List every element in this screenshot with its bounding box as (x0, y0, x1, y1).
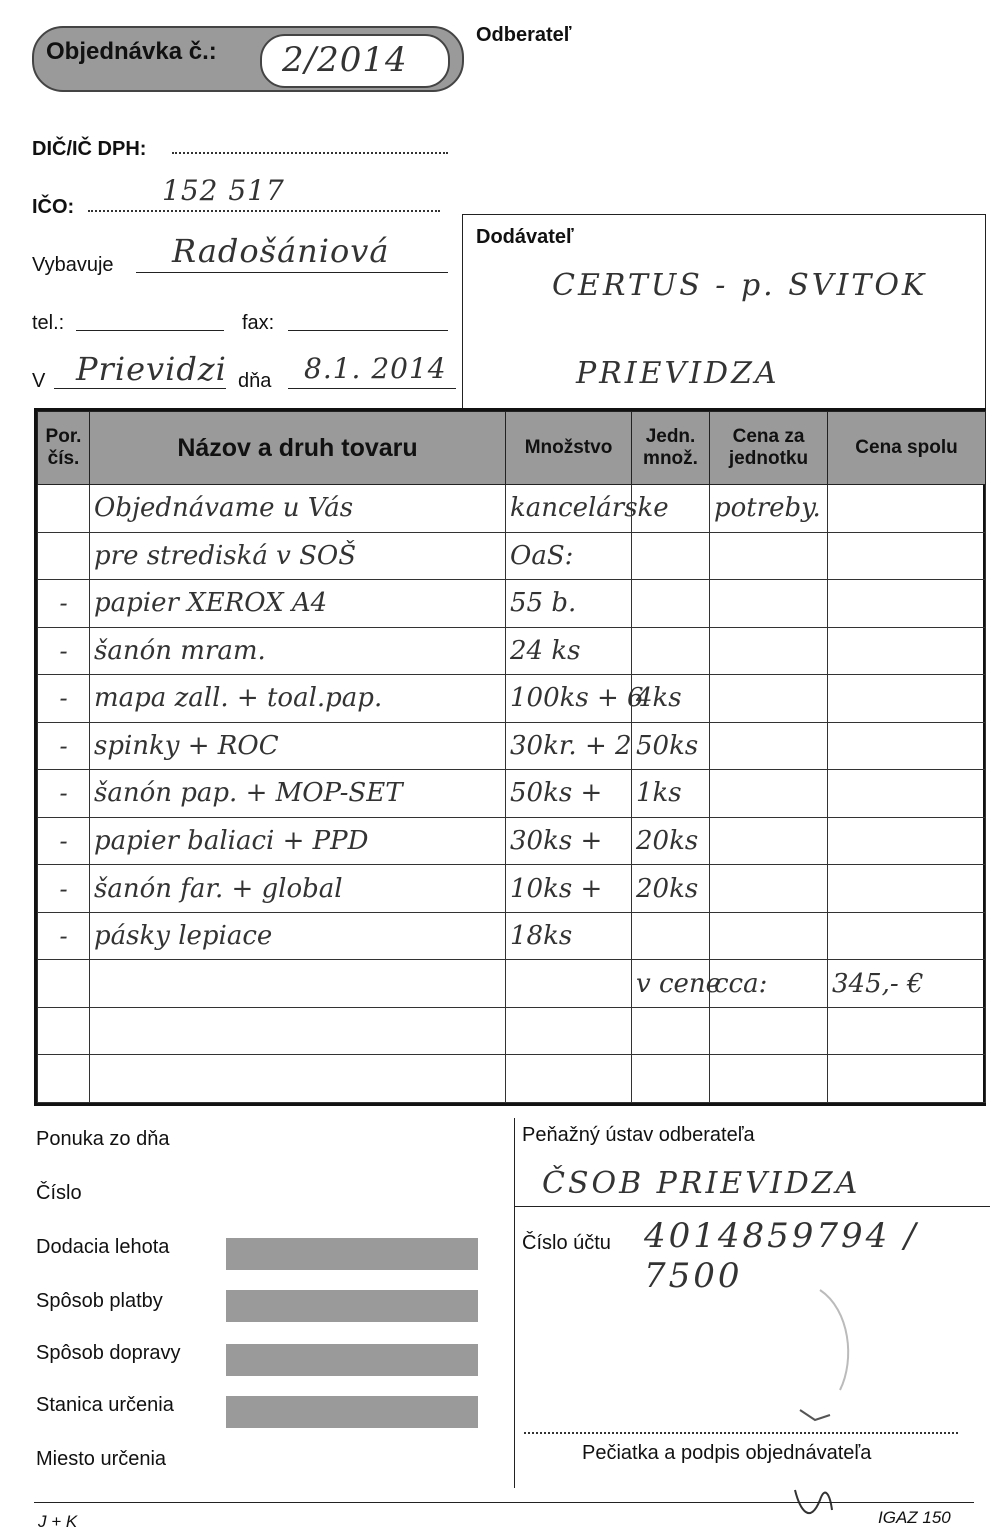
cell-unit-price: potreby. (710, 485, 828, 533)
cell-name (90, 1007, 506, 1055)
signature-mark (760, 1280, 880, 1530)
cell-unit-price (710, 627, 828, 675)
cell-qty: 24 ks (506, 627, 632, 675)
cell-no (38, 485, 90, 533)
cell-name: šanón pap. + MOP-SET (90, 770, 506, 818)
cell-total (828, 485, 986, 533)
cell-qty: 100ks + 6 (506, 675, 632, 723)
cell-unit-price (710, 817, 828, 865)
cell-total (828, 1055, 986, 1103)
ico-label: IČO: (32, 196, 75, 218)
table-row (38, 817, 986, 865)
cell-unit (632, 1007, 710, 1055)
cell-no: - (38, 770, 90, 818)
order-number: 2/2014 (282, 40, 408, 80)
buyer-label: Odberateľ (476, 24, 572, 46)
fax-line (288, 330, 448, 331)
cell-name: pre strediská v SOŠ (90, 532, 506, 580)
transport-method-bar (226, 1344, 478, 1376)
cell-total (828, 912, 986, 960)
footer-rule (34, 1502, 974, 1503)
cell-unit: 4ks (632, 675, 710, 723)
destination-station-bar (226, 1396, 478, 1428)
place-line (54, 388, 226, 389)
cell-no: - (38, 580, 90, 628)
table-row (38, 627, 986, 675)
destination-place-label: Miesto určenia (36, 1448, 167, 1470)
table-header-row (38, 412, 986, 485)
delivery-time-bar (226, 1238, 478, 1270)
cell-unit: v cene (632, 960, 710, 1008)
cell-total (828, 722, 986, 770)
cell-qty: 30kr. + 2 (506, 722, 632, 770)
account-value: 4014859794 / 7500 (644, 1216, 919, 1296)
footer-left: J + K (38, 1512, 78, 1531)
cell-qty: 30ks + (506, 817, 632, 865)
col-header-total: Cena spolu (828, 412, 986, 485)
cell-qty (506, 960, 632, 1008)
offer-date-label: Ponuka zo dňa (36, 1128, 170, 1150)
cell-qty: 10ks + (506, 865, 632, 913)
cell-total (828, 532, 986, 580)
cell-unit (632, 532, 710, 580)
cell-qty: 18ks (506, 912, 632, 960)
cell-qty: 50ks + (506, 770, 632, 818)
cell-unit: 1ks (632, 770, 710, 818)
col-header-name: Názov a druh tovaru (90, 412, 506, 485)
cell-name: papier baliaci + PPD (90, 817, 506, 865)
cell-unit (632, 912, 710, 960)
cell-total (828, 580, 986, 628)
cell-name: Objednávame u Vás (90, 485, 506, 533)
stamp-label: Pečiatka a podpis objednávateľa (582, 1442, 872, 1464)
cell-no: - (38, 675, 90, 723)
payment-method-label: Spôsob platby (36, 1290, 163, 1312)
cell-unit: 20ks (632, 817, 710, 865)
cell-total (828, 770, 986, 818)
cell-total (828, 817, 986, 865)
cell-no (38, 960, 90, 1008)
cell-unit-price (710, 865, 828, 913)
table-row (38, 1007, 986, 1055)
table-row (38, 912, 986, 960)
place-value: Prievidzi (76, 350, 227, 388)
place-label: V (32, 370, 46, 392)
cell-name: šanón mram. (90, 627, 506, 675)
col-header-unit: Jedn. množ. (632, 412, 710, 485)
cell-total (828, 627, 986, 675)
cell-name (90, 960, 506, 1008)
transport-method-label: Spôsob dopravy (36, 1342, 181, 1364)
bank-line (514, 1206, 990, 1207)
order-label: Objednávka č.: (46, 38, 217, 65)
handler-value: Radošániová (172, 232, 390, 270)
cell-name: pásky lepiace (90, 912, 506, 960)
number-label: Číslo (36, 1182, 82, 1204)
bank-label: Peňažný ústav odberateľa (522, 1124, 755, 1146)
cell-unit (632, 627, 710, 675)
supplier-line1: CERTUS - p. SVITOK (552, 268, 928, 303)
table-row (38, 1055, 986, 1103)
delivery-time-label: Dodacia lehota (36, 1236, 170, 1258)
table-row (38, 865, 986, 913)
cell-unit: 50ks (632, 722, 710, 770)
cell-name: šanón far. + global (90, 865, 506, 913)
cell-no: - (38, 817, 90, 865)
table-row (38, 722, 986, 770)
cell-unit-price (710, 912, 828, 960)
date-line (288, 388, 456, 389)
tel-label: tel.: (32, 312, 65, 334)
table-row (38, 960, 986, 1008)
cell-unit (632, 1055, 710, 1103)
payment-method-bar (226, 1290, 478, 1322)
cell-name: papier XEROX A4 (90, 580, 506, 628)
table-row (38, 485, 986, 533)
cell-unit: 20ks (632, 865, 710, 913)
cell-name: mapa zall. + toal.pap. (90, 675, 506, 723)
cell-total (828, 1007, 986, 1055)
table-row (38, 770, 986, 818)
cell-no: - (38, 912, 90, 960)
cell-no (38, 532, 90, 580)
bottom-divider (514, 1118, 515, 1488)
cell-qty: 55 b. (506, 580, 632, 628)
cell-qty: kancelárske (506, 485, 632, 533)
cell-unit-price: cca: (710, 960, 828, 1008)
cell-name (90, 1055, 506, 1103)
date-value: 8.1. 2014 (304, 352, 447, 385)
cell-total (828, 675, 986, 723)
footer-right: IGAZ 150 (878, 1508, 951, 1527)
col-header-no: Por. čís. (38, 412, 90, 485)
destination-station-label: Stanica určenia (36, 1394, 174, 1416)
cell-unit (632, 580, 710, 628)
dic-line (172, 152, 448, 154)
supplier-line2: PRIEVIDZA (576, 356, 780, 391)
cell-unit-price (710, 1007, 828, 1055)
cell-unit-price (710, 580, 828, 628)
cell-no: - (38, 865, 90, 913)
cell-unit-price (710, 1055, 828, 1103)
fax-label: fax: (242, 312, 275, 334)
cell-qty: OaS: (506, 532, 632, 580)
ico-value: 152 517 (162, 174, 285, 207)
cell-no (38, 1055, 90, 1103)
cell-no: - (38, 627, 90, 675)
cell-name: spinky + ROC (90, 722, 506, 770)
cell-total: 345,- € (828, 960, 986, 1008)
table-row (38, 532, 986, 580)
ico-line (88, 210, 440, 212)
tel-line (76, 330, 224, 331)
handler-label: Vybavuje (32, 254, 114, 276)
cell-total (828, 865, 986, 913)
table-row (38, 675, 986, 723)
table-row (38, 580, 986, 628)
account-label: Číslo účtu (522, 1232, 611, 1254)
bank-value: ČSOB PRIEVIDZA (542, 1166, 861, 1201)
date-label: dňa (238, 370, 272, 392)
cell-qty (506, 1055, 632, 1103)
col-header-qty: Množstvo (506, 412, 632, 485)
cell-qty (506, 1007, 632, 1055)
cell-no: - (38, 722, 90, 770)
cell-unit-price (710, 770, 828, 818)
handler-line (136, 272, 448, 273)
cell-unit-price (710, 722, 828, 770)
supplier-label: Dodávateľ (476, 226, 574, 248)
stamp-line (524, 1432, 958, 1434)
cell-unit-price (710, 532, 828, 580)
items-table (34, 408, 986, 1106)
dic-label: DIČ/IČ DPH: (32, 138, 147, 160)
cell-unit-price (710, 675, 828, 723)
col-header-unit-price: Cena za jednotku (710, 412, 828, 485)
cell-no (38, 1007, 90, 1055)
